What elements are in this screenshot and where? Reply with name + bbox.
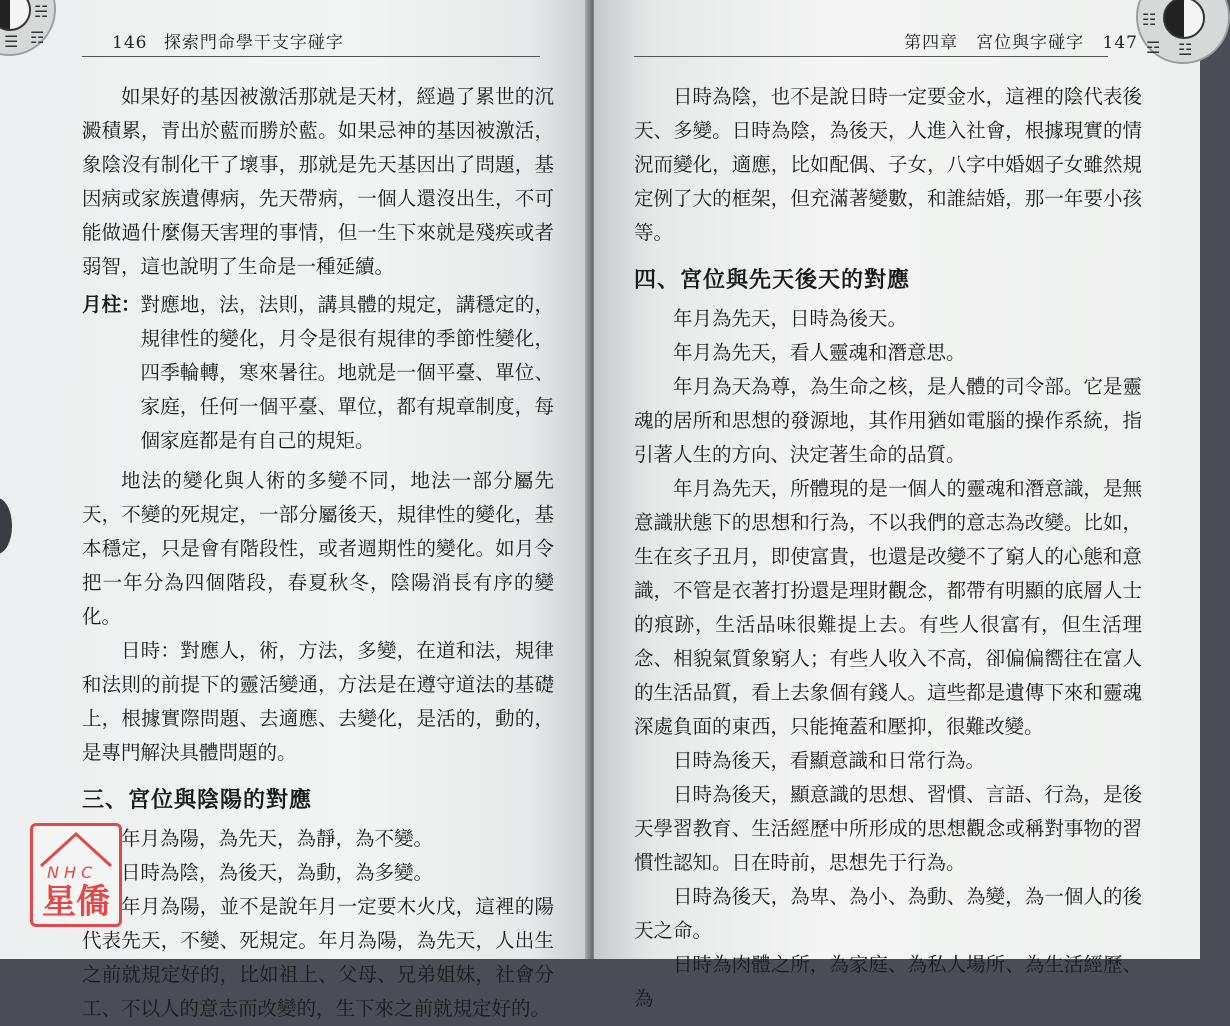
term-definition-yuezhu <box>82 288 554 458</box>
binding-hole <box>0 498 12 554</box>
right-page-chapter-title: 第四章 宮位與字碰字 <box>904 33 1085 53</box>
section-heading: 三、宮位與陰陽的對應 <box>82 788 313 813</box>
watermark-logo <box>30 823 122 927</box>
left-page-book-title: 探索門命學干支字碰字 <box>163 33 344 53</box>
watermark-text: 星僑 <box>42 882 110 922</box>
bagua-emblem-icon: ☰ ☵ ☶ <box>0 0 56 56</box>
paragraph: 如果好的基因被激活那就是天材，經過了累世的沉澱積累，青出於藍而勝於藍。如果忌神的基因被激活，象陰沒有制化干了壞事，那就是先天基因出了問題，基因病或家族遺傳病，先天帶病，一個人還沒出生，不可能做過什麼傷天害理的事情，但一生下來就是殘疾或者弱智，這也說明了生命是一種延續。 <box>82 85 554 278</box>
left-page <box>0 0 590 1020</box>
svg-text:N H C: N H C <box>47 863 93 882</box>
paragraph: 年月為陽，並不是說年月一定要木火戊，這裡的陽代表先天，不變、死規定。年月為陽，為先天，人出生之前就規定好的，比如祖上、父母、兄弟姐妹，社會分工、不以人的意志而改變的，生下來之前就規定好的。 <box>82 895 554 1020</box>
paragraph: 年月為先天，看人靈魂和潛意思。 <box>673 341 966 364</box>
section-heading: 四、宮位與先天後天的對應 <box>634 268 911 293</box>
paragraph: 年月為先天，所體現的是一個人的靈魂和潛意識，是無意識狀態下的思想和行為，不以我們的意志為改變。比如，生在亥子丑月，即使富貴，也還是改變不了窮人的心態和意識，不管是衣著打扮還是理財觀念，都帶有明顯的底層人士的痕跡，生活品味很難提上去。有些人很富有，但生活理念、相貌氣質象窮人；有些人收入不高，卻偏偏嚮往在富人的生活品質，看上去象個有錢人。這些都是遺傳下來和靈魂深處負面的東西，只能掩蓋和壓抑，很難改變。 <box>634 477 1142 738</box>
taiji-icon <box>1163 0 1205 39</box>
bagua-emblem-icon: ☷ ☳ ☲ <box>1136 0 1230 64</box>
term-body: 對應地，法，法則，講具體的規定，講穩定的，規律性的變化，月令是很有規律的季節性變化，四季輪轉，寒來暑往。地就是一個平臺、單位、家庭，任何一個平臺、單位，都有規章制度，每個家庭都是有自己的規矩。 <box>140 293 554 452</box>
left-page-body <box>82 80 554 1026</box>
paragraph: 年月為天為尊，為生命之核，是人體的司令部。它是靈魂的居所和思想的發源地，其作用猶如電腦的操作系統，指引著人生的方向、決定著生命的品質。 <box>634 375 1142 466</box>
paragraph: 日時為陰，為後天，為動，為多變。 <box>121 861 434 884</box>
left-page-number: 146 <box>112 33 148 53</box>
right-header-rule <box>634 56 1108 57</box>
paragraph: 日時：對應人，術，方法，多變，在道和法，規律和法則的前提下的靈活變通，方法是在遵守道法的基礎上，根據實際問題、去適應、去變化，是活的，動的，是專門解決具體問題的。 <box>82 639 554 764</box>
paragraph: 日時為後天，顯意識的思想、習慣、言語、行為，是後天學習教育、生活經歷中所形成的思想觀念或稱對事物的習慣性認知。日在時前，思想先于行為。 <box>634 783 1142 874</box>
taiji-icon <box>0 0 31 31</box>
paragraph: 日時為肉體之所，為家庭、為私人場所、為生活經歷、為 <box>634 953 1142 1010</box>
paragraph: 日時為後天，看顯意識和日常行為。 <box>673 749 986 772</box>
left-header-rule <box>82 56 540 57</box>
left-page-header <box>112 28 344 53</box>
right-page <box>594 0 1200 1010</box>
right-page-body <box>634 80 1142 1016</box>
right-page-header <box>904 28 1138 53</box>
term-label: 月柱： <box>82 293 141 316</box>
paragraph: 年月為陽，為先天，為靜，為不變。 <box>121 827 434 850</box>
paragraph: 年月為先天，日時為後天。 <box>673 307 908 330</box>
right-page-number: 147 <box>1102 33 1138 53</box>
paragraph: 日時為後天，為卑、為小、為動、為變，為一個人的後天之命。 <box>634 885 1142 942</box>
paragraph: 日時為陰，也不是說日時一定要金水，這裡的陰代表後天、多變。日時為陰，為後天，人進入社會，根據現實的情況而變化，適應，比如配偶、子女，八字中婚姻子女雖然規定例了大的框架，但充滿著變數，和誰結婚，那一年要小孩等。 <box>634 85 1142 244</box>
paragraph: 地法的變化與人術的多變不同，地法一部分屬先天，不變的死規定，一部分屬後天，規律性的變化，基本穩定，只是會有階段性，或者週期性的變化。如月令把一年分為四個階段，春夏秋冬，陰陽消長有序的變化。 <box>82 469 554 628</box>
